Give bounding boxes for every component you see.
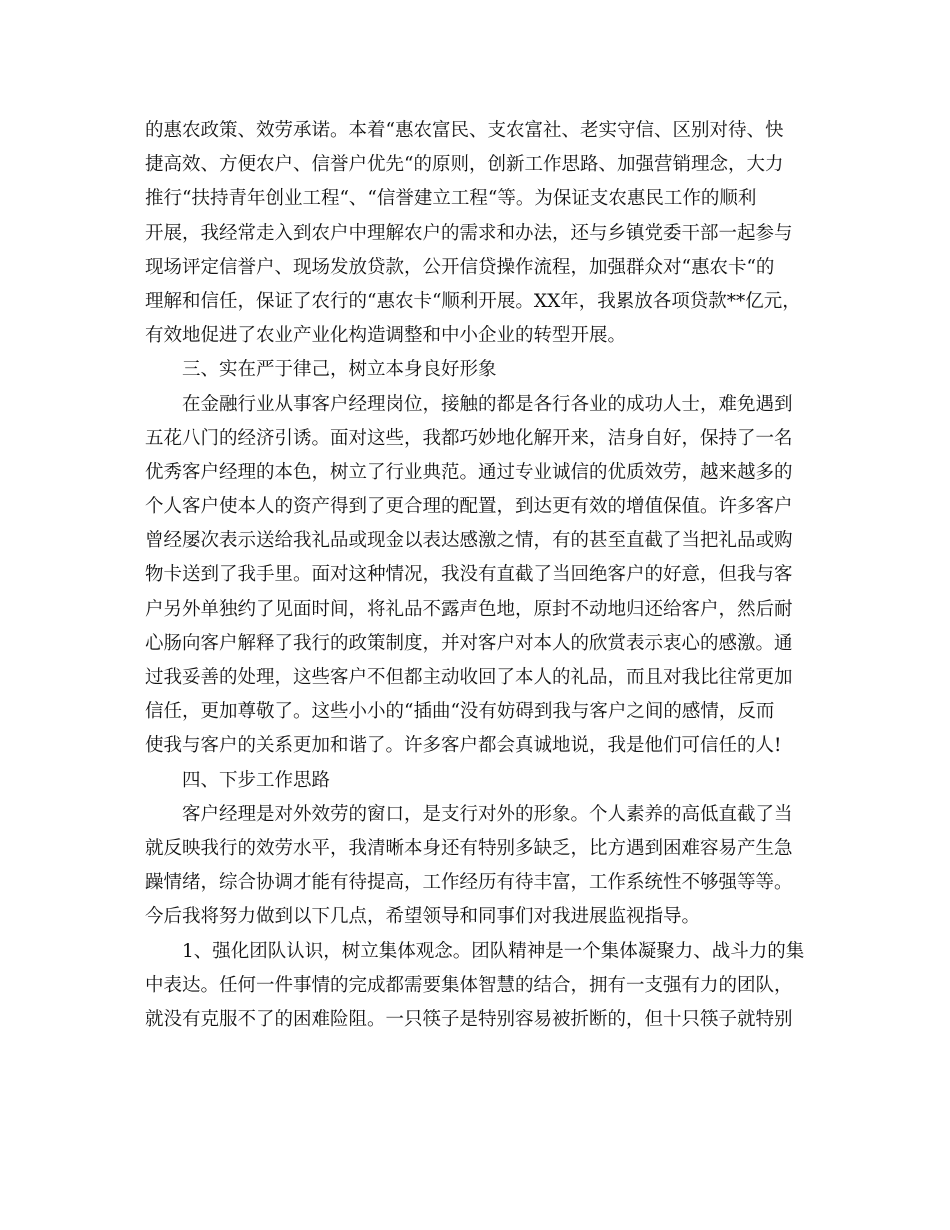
text-line: 今后我将努力做到以下几点，希望领导和同事们对我进展监视指导。: [145, 906, 701, 928]
text-line: 五花八门的经济引诱。面对这些，我都巧妙地化解开来，洁身自好，保持了一名: [145, 427, 793, 449]
text-line: 曾经屡次表示送给我礼品或现金以表达感激之情，有的甚至直截了当把礼品或购: [145, 530, 793, 552]
text-line: 使我与客户的关系更加和谐了。许多客户都会真诚地说，我是他们可信任的人!: [145, 735, 782, 757]
text-line: 1、强化团队认识，树立集体观念。团队精神是一个集体凝聚力、战斗力的集: [182, 940, 805, 962]
text-line: 在金融行业从事客户经理岗位，接触的都是各行各业的成功人士，难免遇到: [182, 393, 793, 415]
text-line: 物卡送到了我手里。面对这种情况，我没有直截了当回绝客户的好意，但我与客: [145, 564, 793, 586]
text-line: 推行“扶持青年创业工程“、“信誉建立工程“等。为保证支农惠民工作的顺利: [145, 188, 757, 210]
text-line: 捷高效、方便农户、信誉户优先“的原则，创新工作思路、加强营销理念，大力: [145, 154, 784, 176]
text-line: 开展，我经常走入到农户中理解农户的需求和办法，还与乡镇党委干部一起参与: [145, 222, 793, 244]
text-line: 过我妥善的处理，这些客户不但都主动收回了本人的礼品，而且对我比往常更加: [145, 667, 793, 688]
text-line: 心肠向客户解释了我行的政策制度，并对客户对本人的欣赏表示衷心的感激。通: [145, 632, 793, 654]
body-text: [145, 114, 825, 1037]
text-line: 客户经理是对外效劳的窗口，是支行对外的形象。个人素养的高低直截了当: [182, 803, 793, 825]
text-line: 个人客户使本人的资产得到了更合理的配置，到达更有效的增值保值。许多客户: [145, 496, 793, 518]
text-line: 就没有克服不了的困难险阻。一只筷子是特别容易被折断的，但十只筷子就特别: [145, 1008, 793, 1030]
text-line: 理解和信任，保证了农行的“惠农卡“顺利开展。XX年，我累放各项贷款**亿元，: [145, 290, 801, 312]
text-line: 就反映我行的效劳水平，我清晰本身还有特别多缺乏，比方遇到困难容易产生急: [145, 837, 793, 859]
text-line: 中表达。任何一件事情的完成都需要集体智慧的结合，拥有一支强有力的团队，: [145, 974, 793, 996]
section-heading: 四、下步工作思路: [182, 769, 331, 791]
text-line: 信任，更加尊敬了。这些小小的“插曲“没有妨碍到我与客户之间的感情，反而: [145, 701, 775, 723]
text-line: 户另外单独约了见面时间，将礼品不露声色地，原封不动地归还给客户，然后耐: [145, 598, 793, 620]
text-line: 优秀客户经理的本色，树立了行业典范。通过专业诚信的优质效劳，越来越多的: [145, 461, 793, 483]
text-line: 的惠农政策、效劳承诺。本着“惠农富民、支农富社、老实守信、区别对待、快: [145, 120, 784, 141]
text-line: 躁情绪，综合协调才能有待提高，工作经历有待丰富，工作系统性不够强等等。: [145, 872, 793, 894]
text-line: 有效地促进了农业产业化构造调整和中小企业的转型开展。: [145, 325, 627, 347]
text-line: 现场评定信誉户、现场发放贷款，公开信贷操作流程，加强群众对“惠农卡“的: [145, 256, 775, 278]
section-heading: 三、实在严于律己，树立本身良好形象: [182, 359, 497, 381]
